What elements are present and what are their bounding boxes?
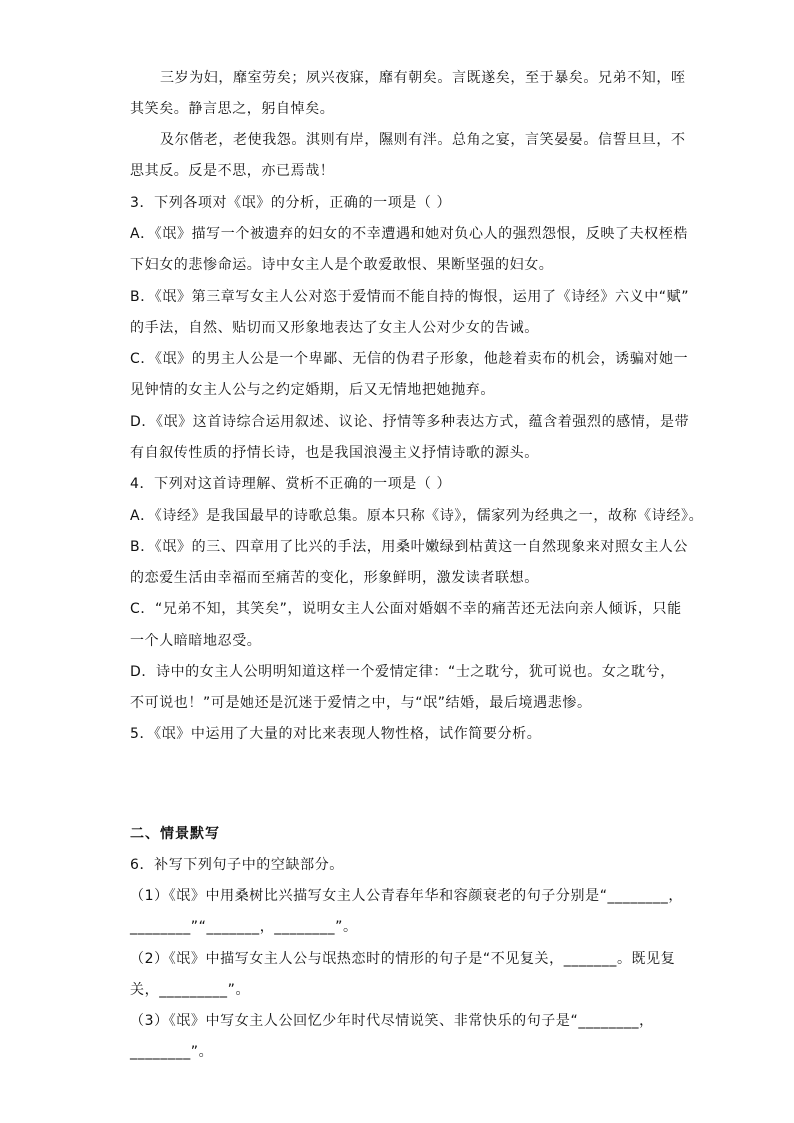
question-5-stem: 5．《氓》中运用了大量的对比来表现人物性格，试作简要分析。 xyxy=(130,726,542,742)
q3-option-c: C．《氓》的男主人公是一个卑鄙、无信的伪君子形象，他趁着卖布的机会，诱骗对她一 xyxy=(130,351,689,367)
section-2-title: 二、情景默写 xyxy=(130,826,220,842)
q3-option-b: B．《氓》第三章写女主人公对恣于爱情而不能自持的悔恨，运用了《诗经》六义中“赋” xyxy=(130,289,690,305)
q4-option-b-cont: 的恋爱生活由幸福而至痛苦的变化，形象鲜明，激发读者联想。 xyxy=(130,570,539,586)
q3-option-b-cont: 的手法，自然、贴切而又形象地表达了女主人公对少女的告诫。 xyxy=(130,320,539,336)
q3-option-a-cont: 下妇女的悲惨命运。诗中女主人是个敢爱敢恨、果断坚强的妇女。 xyxy=(130,257,554,273)
q4-option-d-cont: 不可说也！”可是她还是沉迷于爱情之中，与“氓”结婚，最后境遇悲惨。 xyxy=(130,695,592,711)
q3-option-d: D．《氓》这首诗综合运用叙述、议论、抒情等多种表达方式，蕴含着强烈的感情，是带 xyxy=(130,414,690,430)
question-4-stem: 4．下列对这首诗理解、赏析不正确的一项是（ ） xyxy=(130,476,452,492)
q4-option-d: D．诗中的女主人公明明知道这样一个爱情定律：“士之耽兮，犹可说也。女之耽兮， xyxy=(130,664,675,680)
poem-line: 三岁为妇，靡室劳矣；夙兴夜寐，靡有朝矣。言既遂矣，至于暴矣。兄弟不知，咥 xyxy=(160,70,686,86)
q4-option-c: C．“兄弟不知，其笑矣”，说明女主人公面对婚姻不幸的痛苦还无法向亲人倾诉，只能 xyxy=(130,601,682,617)
q6-part-2: （2）《氓》中描写女主人公与氓热恋时的情形的句子是“不见复关，_______。既见复 xyxy=(130,951,676,967)
question-6-stem: 6．补写下列句子中的空缺部分。 xyxy=(130,857,344,873)
q3-option-d-cont: 有自叙传性质的抒情长诗，也是我国浪漫主义抒情诗歌的源头。 xyxy=(130,445,539,461)
poem-line: 思其反。反是不思，亦已焉哉！ xyxy=(130,163,335,179)
q6-part-3: （3）《氓》中写女主人公回忆少年时代尽情说笑、非常快乐的句子是“________， xyxy=(130,1013,654,1029)
poem-line: 及尔偕老，老使我怨。淇则有岸，隰则有泮。总角之宴，言笑晏晏。信誓旦旦，不 xyxy=(160,132,686,148)
q4-option-b: B．《氓》的三、四章用了比兴的手法，用桑叶嫩绿到枯黄这一自然现象来对照女主人公 xyxy=(130,539,689,555)
q6-part-3-cont: ________”。 xyxy=(130,1044,214,1060)
question-3-stem: 3．下列各项对《氓》的分析，正确的一项是（ ） xyxy=(130,195,452,211)
q4-option-c-cont: 一个人暗暗地忍受。 xyxy=(130,633,262,649)
q6-part-1: （1）《氓》中用桑树比兴描写女主人公青春年华和容颜衰老的句子分别是“________， xyxy=(130,888,683,904)
q3-option-a: A．《氓》描写一个被遗弃的妇女的不幸遭遇和她对负心人的强烈怨恨，反映了夫权桎梏 xyxy=(130,226,688,242)
q3-option-c-cont: 见钟情的女主人公与之约定婚期，后又无情地把她抛弃。 xyxy=(130,382,495,398)
q6-part-2-cont: 关，_________”。 xyxy=(130,982,251,998)
poem-line: 其笑矣。静言思之，躬自悼矣。 xyxy=(130,101,335,117)
q4-option-a: A．《诗经》是我国最早的诗歌总集。原本只称《诗》，儒家列为经典之一，故称《诗经》。 xyxy=(130,508,704,524)
q6-part-1-cont: ________”“_______，________”。 xyxy=(130,919,358,935)
